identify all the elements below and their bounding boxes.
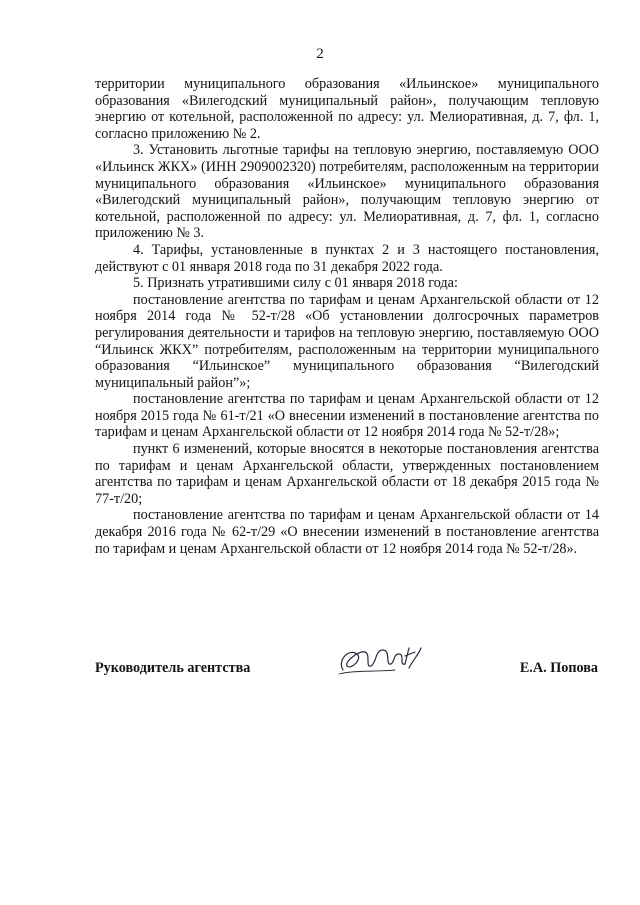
- document-body: [95, 76, 599, 557]
- repealed-act-4: постановление агентства по тарифам и ценам Архангельской области от 14 декабря 2016 года № 62-т/29 «О внесении изменений в постановление агентства по тарифам и ценам Архангельской области от 12 ноября 2014 года № 52-т/28».: [95, 507, 599, 557]
- paragraph-item-4: 4. Тарифы, установленные в пунктах 2 и 3 настоящего постановления, действуют с 01 января 2018 года по 31 декабря 2022 года.: [95, 241, 599, 275]
- paragraph-item-3: 3. Установить льготные тарифы на тепловую энергию, поставляемую ООО «Ильинск ЖКХ» (ИНН 2909002320) потребителям, расположенным на территории муниципального образования «Ильинское» муниципального образования «Вилегодский муниципальный район», получающим тепловую энергию от котельной, расположенной по адресу: ул. Мелиоративная, д. 7, фл. 1, согласно приложению № 3.: [95, 142, 599, 242]
- page-number: 2: [316, 46, 324, 62]
- repealed-act-2: постановление агентства по тарифам и ценам Архангельской области от 12 ноября 2015 года № 61-т/21 «О внесении изменений в постановление агентства по тарифам и ценам Архангельской области от 12 ноября 2014 года № 52-т/28»;: [95, 391, 599, 441]
- handwritten-signature: [335, 640, 425, 680]
- signatory-name: Е.А. Попова: [519, 660, 598, 676]
- signatory-title: Руководитель агентства: [95, 660, 251, 676]
- paragraph-item-5: 5. Признать утратившими силу с 01 января 2018 года:: [133, 275, 458, 292]
- repealed-act-3: пункт 6 изменений, которые вносятся в некоторые постановления агентства по тарифам и ценам Архангельской области, утвержденных постановлением агентства по тарифам и ценам Архангельской области от 18 декабря 2015 года № 77-т/20;: [95, 441, 599, 507]
- repealed-act-1: постановление агентства по тарифам и ценам Архангельской области от 12 ноября 2014 года № 52-т/28 «Об установлении долгосрочных параметров регулирования деятельности и тарифов на тепловую энергию, поставляемую ООО “Ильинск ЖКХ” потребителям, расположенным на территории муниципального образования “Ильинское” муниципального образования “Вилегодский муниципальный район”»;: [95, 291, 599, 391]
- signature-scribble: [335, 640, 425, 680]
- paragraph-continuation: территории муниципального образования «Ильинское» муниципального образования «Вилегодский муниципальный район», получающим тепловую энергию от котельной, расположенной по адресу: ул. Мелиоративная, д. 7, фл. 1, согласно приложению № 2.: [95, 76, 599, 142]
